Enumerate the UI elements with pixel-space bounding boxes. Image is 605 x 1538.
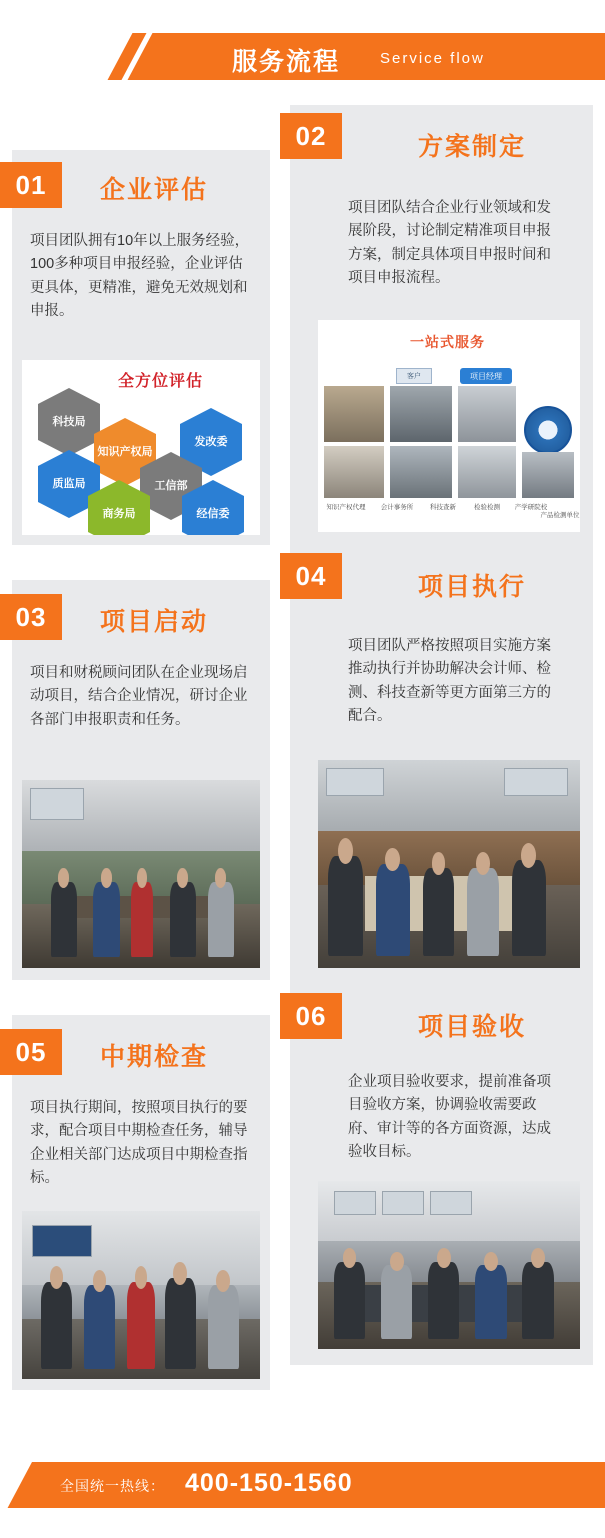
oss-photo-1: [324, 386, 384, 442]
card-04-text: 项目团队严格按照项目实施方案推动执行并协助解决会计师、检测、科技查新等更方面第三方的配合。: [348, 638, 551, 725]
card-01: [12, 150, 270, 545]
oss-footer-label-3: 检验检测: [474, 504, 500, 511]
card-05: [12, 1015, 270, 1390]
card-06-text: 企业项目验收要求，提前准备项目验收方案，协调验收需要政府、审计等的各方面资源，达成验收目标。: [348, 1074, 551, 1161]
card-02-title: 方案制定: [418, 133, 527, 161]
oss-footer-label-4: 产学研院校: [514, 504, 548, 511]
card-02: [290, 105, 593, 545]
oss-photo-5: [390, 446, 452, 498]
hex-node-3: 质监局: [38, 466, 100, 502]
card-02-text: 项目团队结合企业行业领域和发展阶段，讨论制定精准项目申报方案，制定具体项目申报时间和项目申报流程。: [348, 200, 551, 287]
card-04: [290, 545, 593, 985]
hex-node-6: 经信委: [182, 496, 244, 532]
card-03-text: 项目和财税顾问团队在企业现场启动项目，结合企业情况，研讨企业各部门申报职责和任务。: [30, 665, 248, 728]
oss-footer-label-5: 产品检测单位: [540, 512, 580, 519]
hex-node-2: 发改委: [180, 424, 242, 460]
card-03: [12, 580, 270, 980]
hex-node-4: 工信部: [140, 468, 202, 504]
card-05-title: 中期检查: [100, 1043, 209, 1071]
hex-node-1: 知识产权局: [94, 434, 156, 470]
card-03-title: 项目启动: [100, 608, 209, 636]
card-01-illustration: [22, 360, 260, 535]
card-06-title: 项目验收: [418, 1013, 527, 1041]
card-03-number: 03: [0, 594, 62, 640]
illustration-heading: 一站式服务: [410, 334, 485, 350]
card-06-photo: [318, 1181, 580, 1349]
oss-photo-7: [522, 452, 574, 498]
card-02-number: 02: [280, 113, 342, 159]
card-03-photo: [22, 780, 260, 968]
card-01-text: 项目团队拥有10年以上服务经验，100多种项目申报经验，企业评估更具体，更精准，避免无效规划和申报。: [30, 233, 250, 320]
oss-photo-3: [458, 386, 516, 442]
hexagon-chart: [22, 360, 260, 535]
oss-footer-label-2: 科技查新: [430, 504, 456, 511]
hotline-label: 全国统一热线：: [60, 1478, 165, 1494]
card-05-photo: [22, 1211, 260, 1379]
card-06: [290, 985, 593, 1365]
oss-photo-6: [458, 446, 516, 498]
card-05-text: 项目执行期间，按照项目执行的要求，配合项目中期检查任务，辅导企业相关部门达成项目中期检查指标。: [30, 1100, 248, 1187]
card-01-title: 企业评估: [100, 176, 209, 204]
page-title: 服务流程: [232, 48, 341, 76]
oss-footer-label-0: 知识产权代理: [326, 504, 366, 511]
hotline-number: 400-150-1560: [185, 1469, 353, 1497]
page-subtitle: Service flow: [380, 50, 485, 67]
hex-node-5: 商务局: [88, 496, 150, 532]
page-footer: [0, 1428, 605, 1538]
page-header: [0, 0, 605, 100]
oss-photo-2: [390, 386, 452, 442]
card-05-number: 05: [0, 1029, 62, 1075]
oss-photo-4: [324, 446, 384, 498]
oss-client-node: 客户: [396, 368, 432, 384]
card-01-number: 01: [0, 162, 62, 208]
hex-node-0: 科技局: [38, 404, 100, 440]
card-04-photo: [318, 760, 580, 968]
oss-center-node: 项目经理: [460, 368, 512, 384]
card-04-title: 项目执行: [418, 573, 527, 601]
illustration-heading: 全方位评估: [118, 373, 204, 390]
card-04-number: 04: [280, 553, 342, 599]
card-02-illustration: [318, 320, 580, 532]
card-06-number: 06: [280, 993, 342, 1039]
oss-footer-label-1: 会计事务所: [380, 504, 414, 511]
oss-seal-icon: [524, 406, 572, 454]
